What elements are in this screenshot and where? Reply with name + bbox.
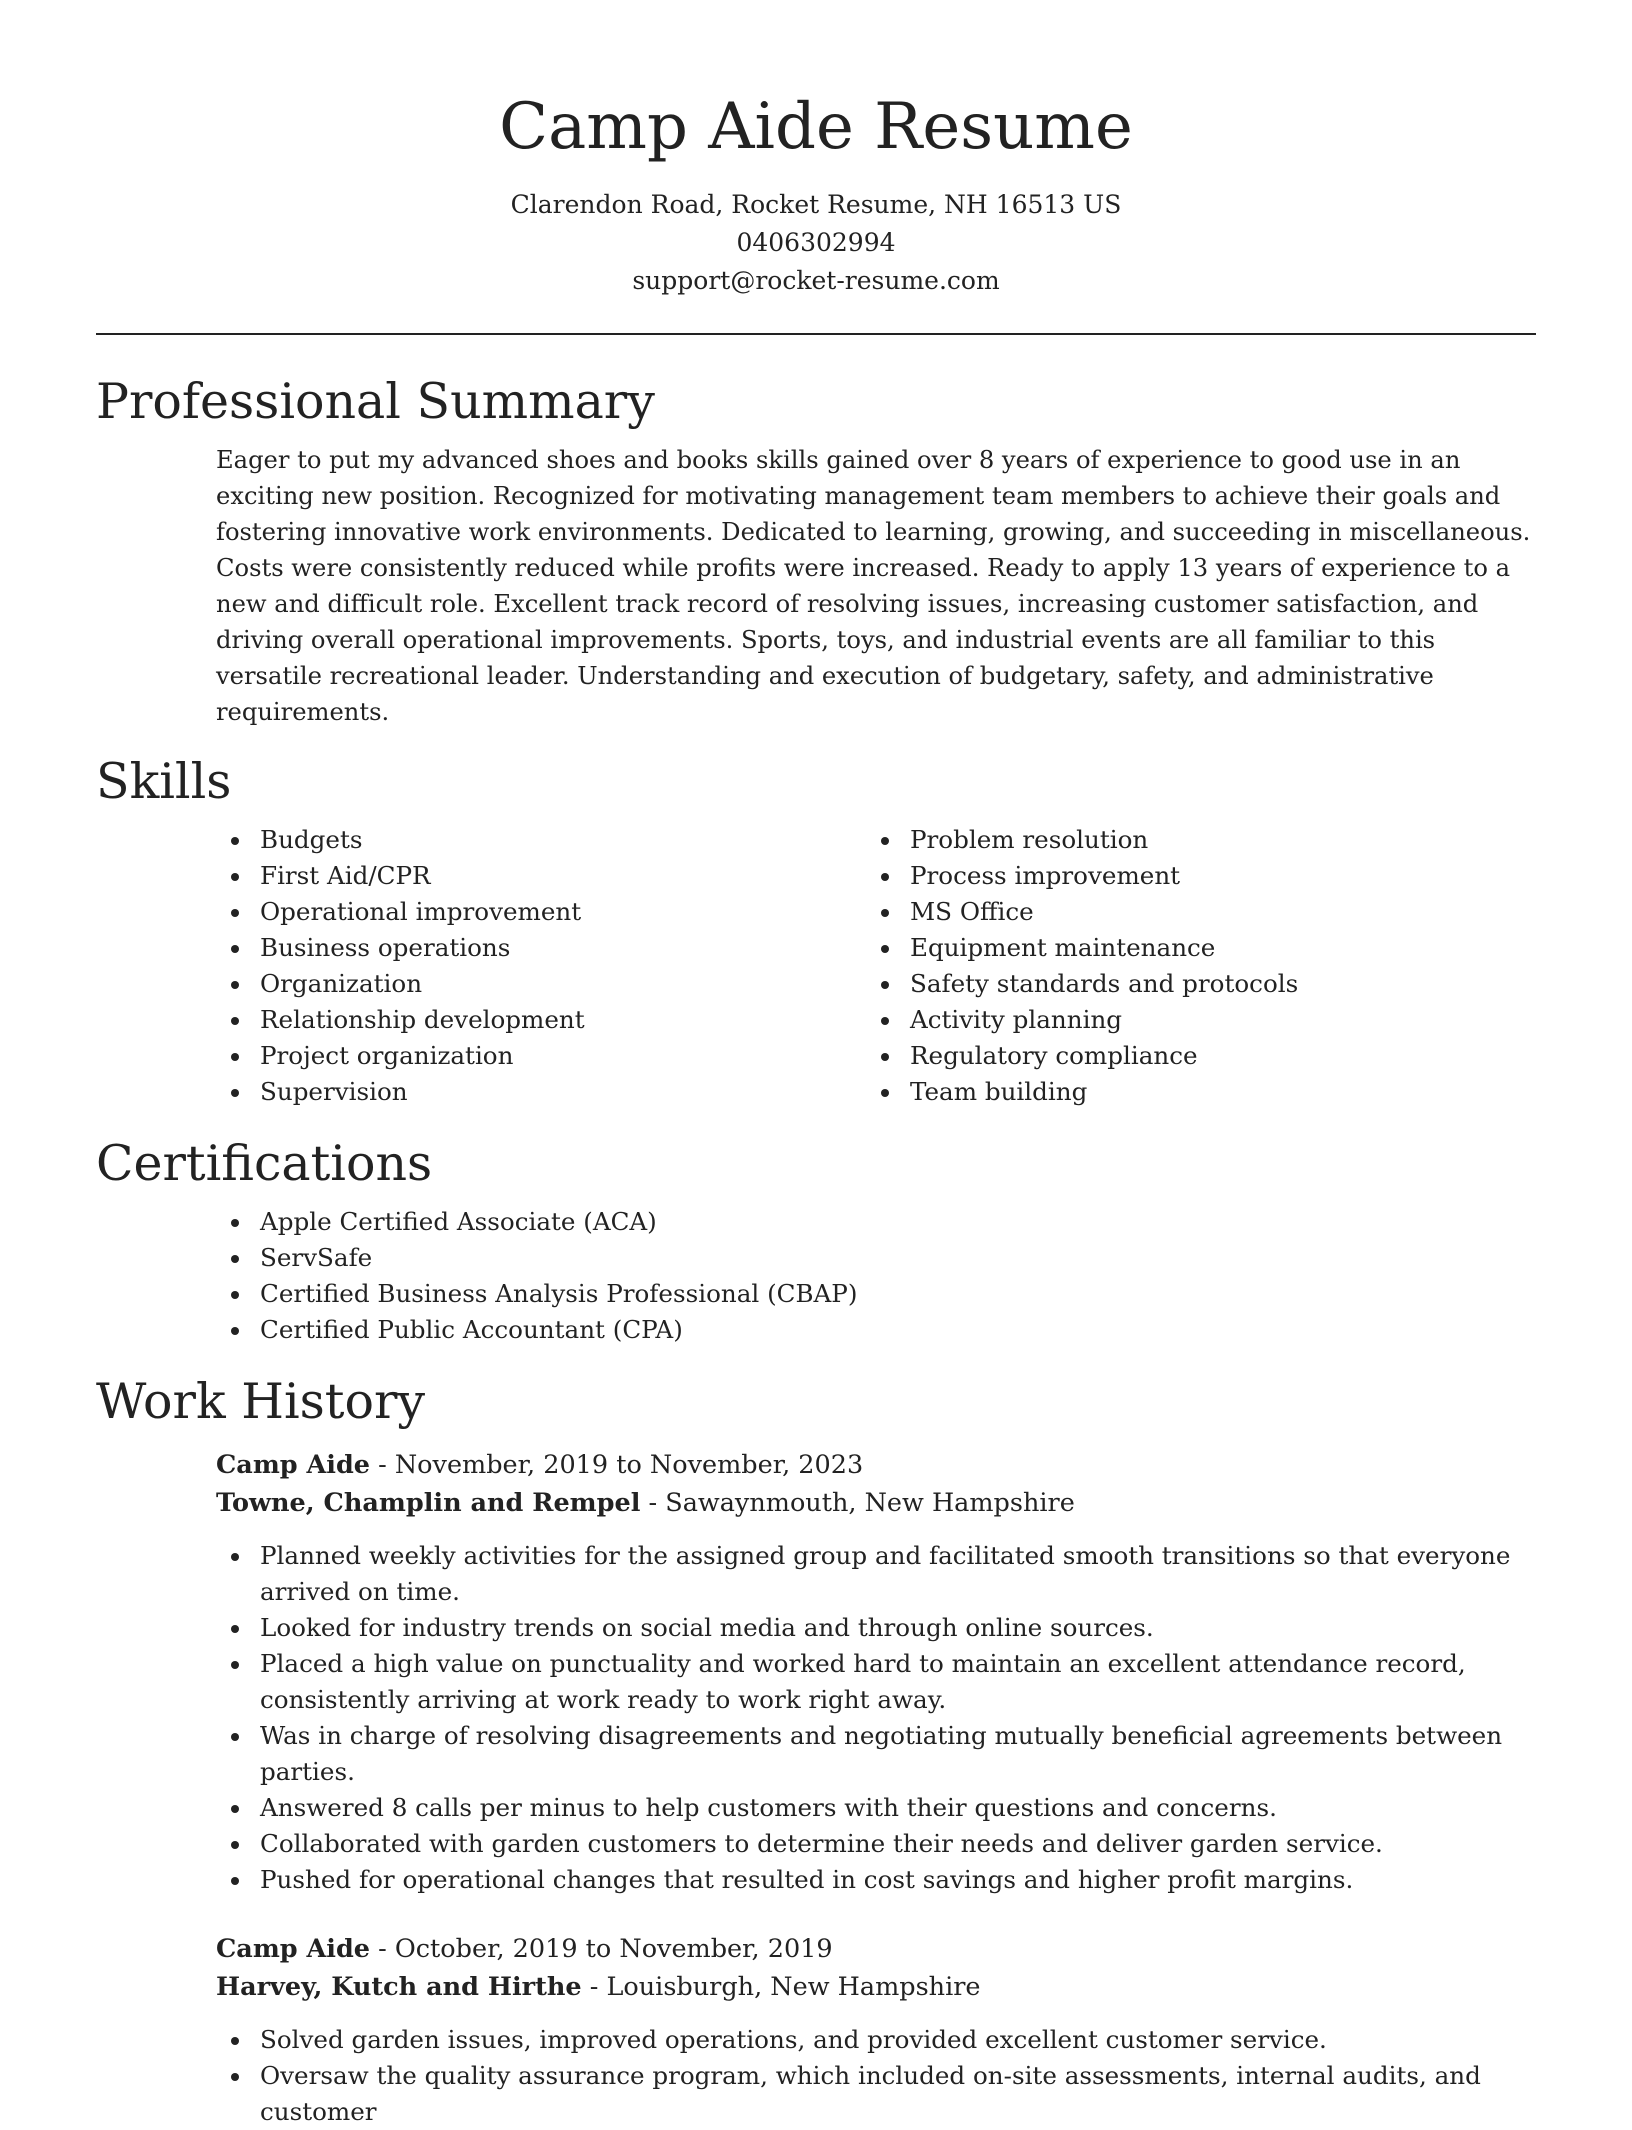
skill-item: Team building (866, 1074, 1516, 1110)
skill-item: Activity planning (866, 1002, 1516, 1038)
job-bullet: Answered 8 calls per minus to help customers with their questions and concerns. (216, 1790, 1536, 1826)
certification-item: Certified Public Accountant (CPA) (216, 1312, 1536, 1348)
skill-item: Relationship development (216, 1002, 866, 1038)
section-title-certifications: Certifications (96, 1135, 433, 1192)
header-divider (96, 333, 1536, 335)
job-company: Harvey, Kutch and Hirthe (216, 1972, 582, 2002)
job-bullet: Planned weekly activities for the assigned group and facilitated smooth transitions so that everyone arrived on time. (216, 1538, 1536, 1610)
job-bullet: Solved garden issues, improved operations, and provided excellent customer service. (216, 2022, 1536, 2058)
resume-title: Camp Aide Resume (499, 90, 1133, 164)
job-dates: - October, 2019 to November, 2019 (370, 1934, 833, 1964)
job-location: - Sawaynmouth, New Hampshire (640, 1488, 1075, 1518)
certification-item: Certified Business Analysis Professional (CBAP) (216, 1276, 1536, 1312)
skill-item: Process improvement (866, 858, 1516, 894)
skills-column-right (866, 822, 1516, 1110)
certification-item: ServSafe (216, 1240, 1536, 1276)
skill-item: MS Office (866, 894, 1516, 930)
summary-text: Eager to put my advanced shoes and books skills gained over 8 years of experience to good use in an exciting new position. Recognized for motivating management team members to achieve their goals and fostering innovative work environments. Dedicated to learning, growing, and succeeding in miscellaneous. Costs were consistently reduced while profits were increased. Ready to apply 13 years of experience to a new and difficult role. Excellent track record of resolving issues, increasing customer satisfaction, and driving overall operational improvements. Sports, toys, and industrial events are all familiar to this versatile recreational leader. Understanding and execution of budgetary, safety, and administrative requirements. (216, 446, 1531, 726)
skills-column-left (216, 822, 866, 1110)
job-role: Camp Aide (216, 1934, 371, 1964)
job-role: Camp Aide (216, 1450, 371, 1480)
resume-header (96, 0, 1536, 300)
phone: 0406302994 (736, 228, 896, 257)
job-bullet: Oversaw the quality assurance program, which included on-site assessments, internal audits, and customer (216, 2058, 1536, 2130)
certifications-list (216, 1204, 1536, 1348)
job-company: Towne, Champlin and Rempel (216, 1488, 641, 1518)
section-title-summary: Professional Summary (96, 373, 655, 430)
skill-item: Equipment maintenance (866, 930, 1516, 966)
job-bullet: Looked for industry trends on social media and through online sources. (216, 1610, 1536, 1646)
skills-list (216, 822, 1536, 1110)
skill-item: Safety standards and protocols (866, 966, 1516, 1002)
job-role-line (216, 1930, 1536, 1968)
job-company-line (216, 1968, 1536, 2006)
resume-page (96, 0, 1536, 2126)
job-entry (216, 1446, 1536, 1898)
job-entry (216, 1930, 1536, 2130)
job-dates: - November, 2019 to November, 2023 (370, 1450, 864, 1480)
job-company-line (216, 1484, 1536, 1522)
job-bullet: Was in charge of resolving disagreements and negotiating mutually beneficial agreements between parties. (216, 1718, 1536, 1790)
address: Clarendon Road, Rocket Resume, NH 16513 US (510, 190, 1122, 219)
section-title-work-history: Work History (96, 1373, 426, 1430)
certification-item: Apple Certified Associate (ACA) (216, 1204, 1536, 1240)
job-bullets (216, 2022, 1536, 2130)
section-title-skills: Skills (96, 753, 232, 810)
job-bullet: Collaborated with garden customers to determine their needs and deliver garden service. (216, 1826, 1536, 1862)
skill-item: Business operations (216, 930, 866, 966)
job-bullet: Placed a high value on punctuality and worked hard to maintain an excellent attendance record, consistently arriving at work ready to work right away. (216, 1646, 1536, 1718)
skill-item: First Aid/CPR (216, 858, 866, 894)
skill-item: Budgets (216, 822, 866, 858)
email: support@rocket-resume.com (632, 266, 1000, 295)
job-bullet: Pushed for operational changes that resulted in cost savings and higher profit margins. (216, 1862, 1536, 1898)
contact-info (96, 186, 1536, 300)
skill-item: Regulatory compliance (866, 1038, 1516, 1074)
job-role-line (216, 1446, 1536, 1484)
skill-item: Supervision (216, 1074, 866, 1110)
job-location: - Louisburgh, New Hampshire (581, 1972, 981, 2002)
skill-item: Project organization (216, 1038, 866, 1074)
skill-item: Organization (216, 966, 866, 1002)
skill-item: Operational improvement (216, 894, 866, 930)
job-bullets (216, 1538, 1536, 1898)
skill-item: Problem resolution (866, 822, 1516, 858)
